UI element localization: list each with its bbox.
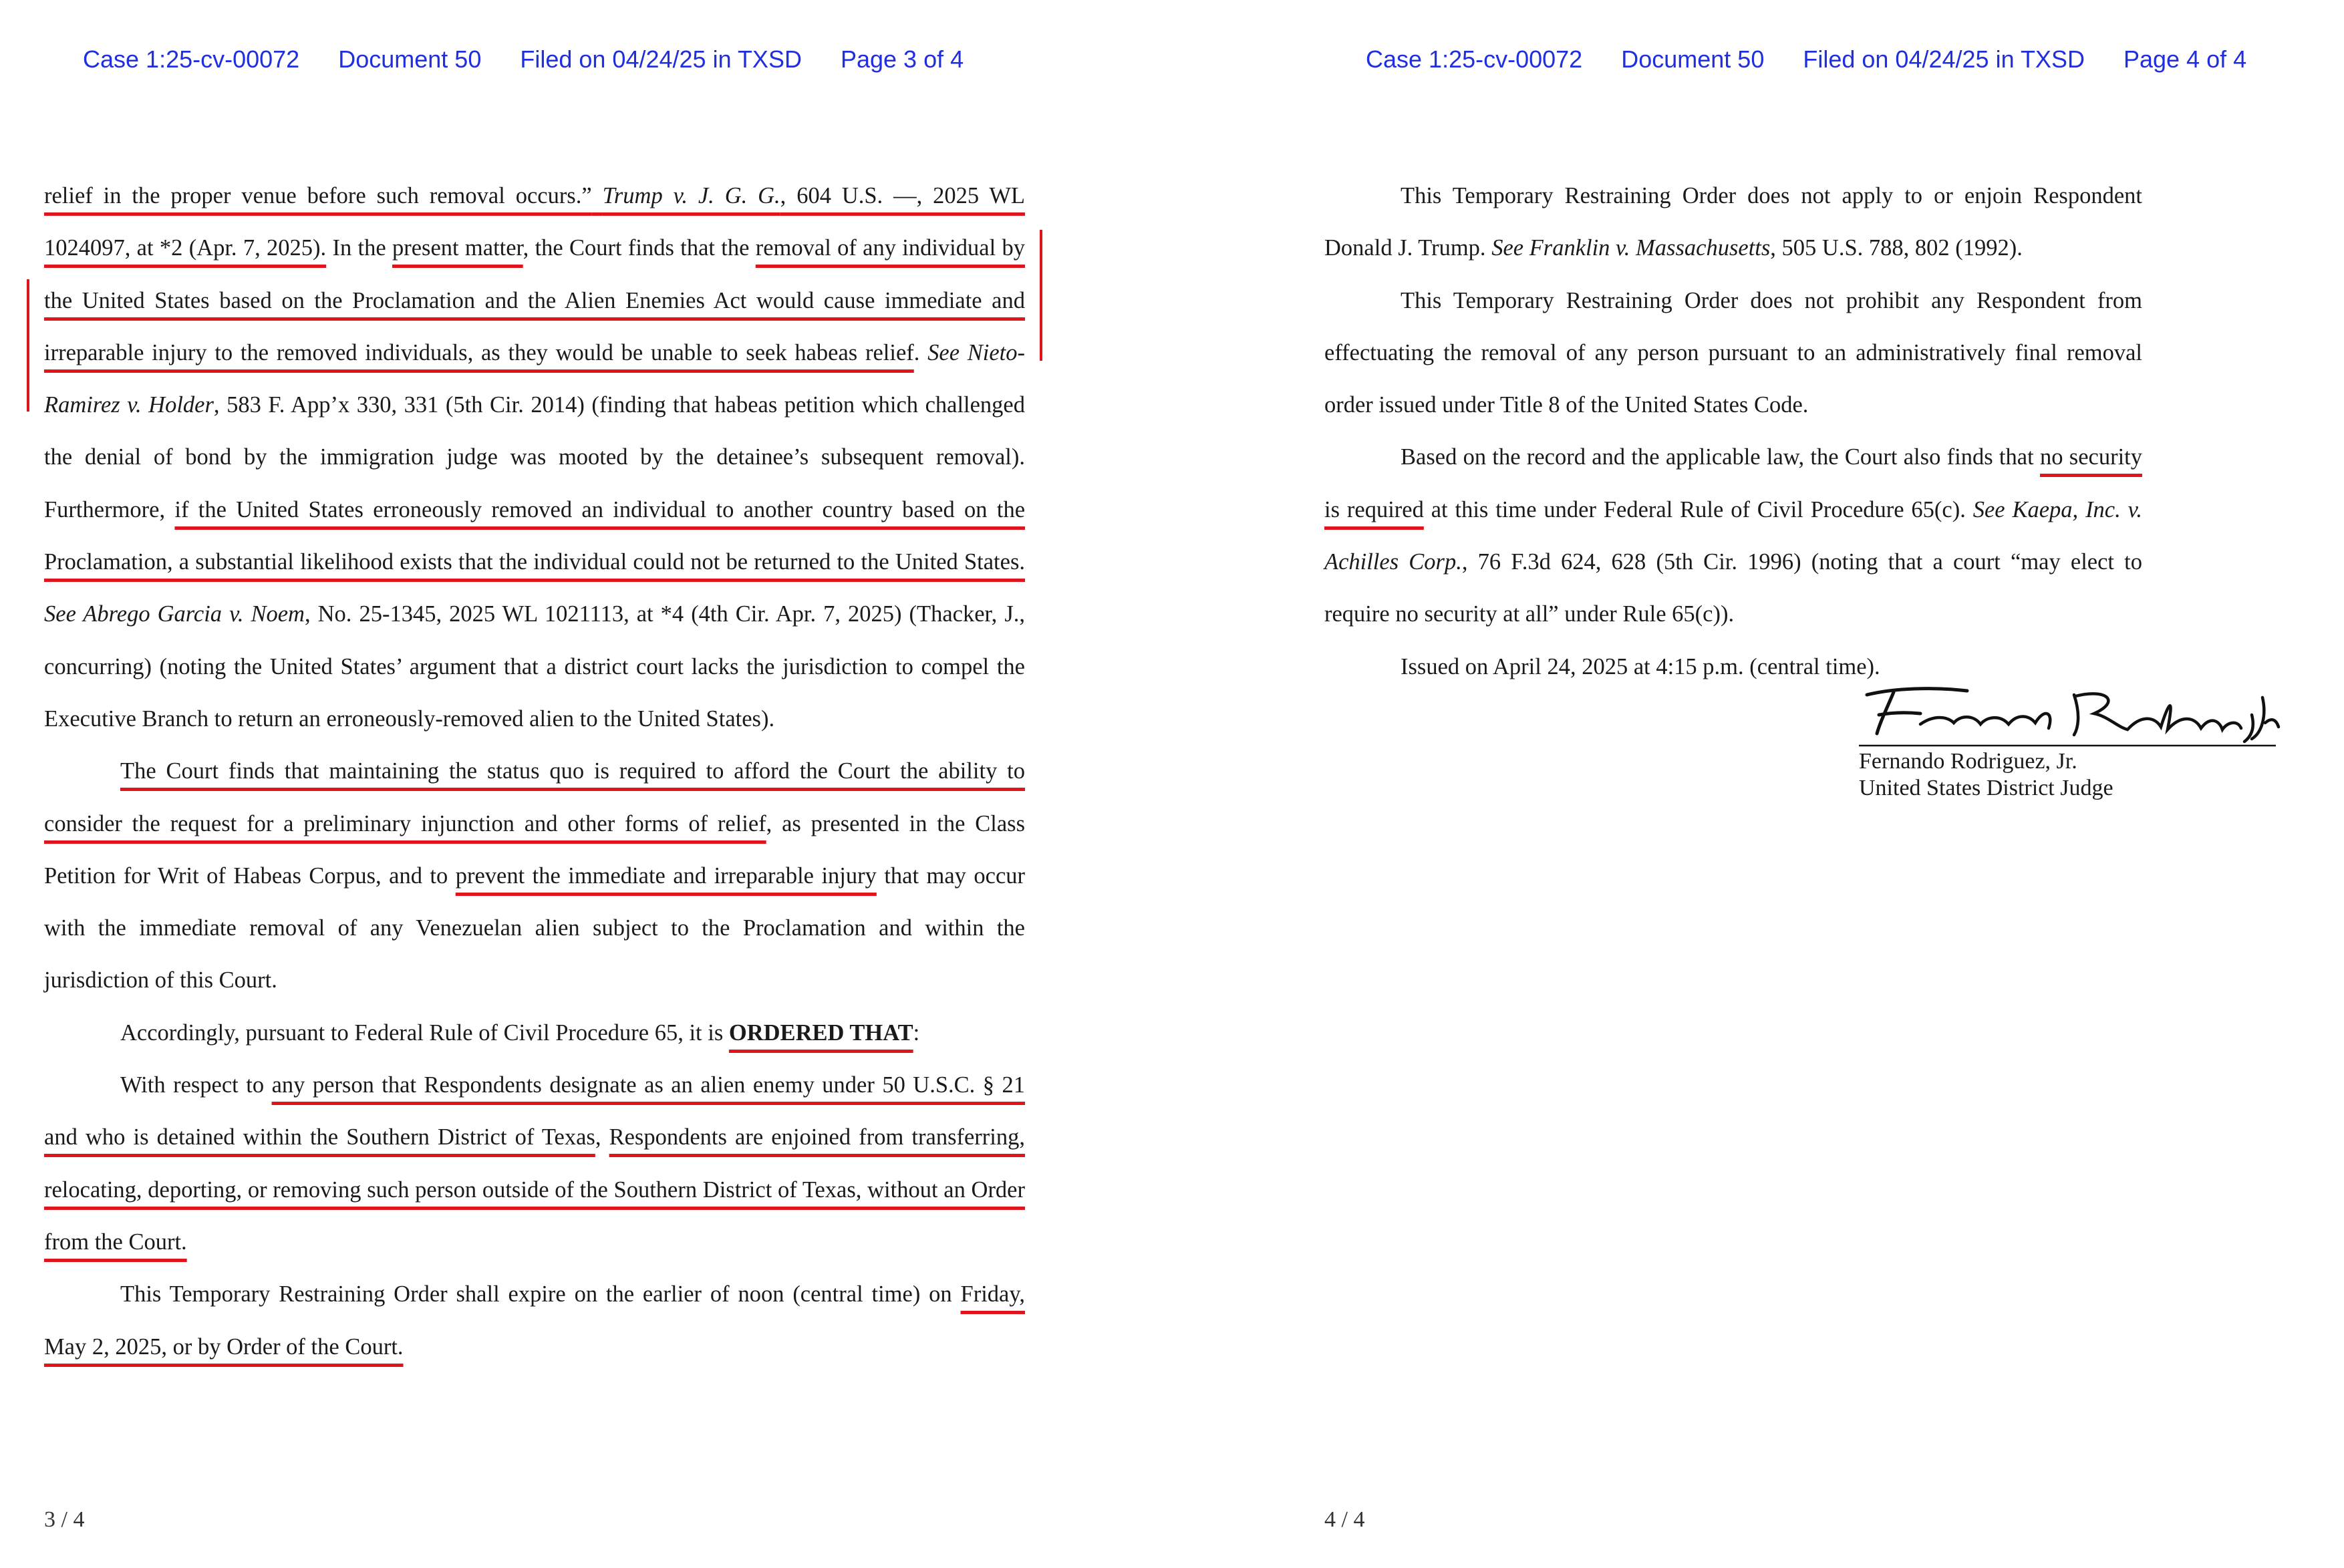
body-text — [44, 170, 1025, 1373]
text-span: In the — [326, 235, 392, 261]
text-span: , as presented in the Class Petition for Writ of Habeas Corpus, and to — [44, 810, 1026, 889]
margin-annotation-bar — [1040, 230, 1042, 361]
text-span: With respect to — [120, 1072, 272, 1098]
text-span: , the Court finds that the — [523, 235, 756, 261]
body-text — [1324, 170, 2142, 693]
highlighted-text: removal of any individual by the United States based on the Proclamation and the Alien Enemies Act would cause immediate and irreparable injury to the removed individuals, as they would be unable to seek habeas relief — [44, 235, 1025, 365]
text-span: . — [913, 339, 928, 365]
paragraph — [44, 1059, 1025, 1268]
paragraph — [44, 1268, 1025, 1373]
text-span: , 76 F.3d 624, 628 (5th Cir. 1996) (noting that a court “may elect to require no security at all” under Rule 65(c)). — [1324, 549, 2142, 627]
page-header — [1366, 45, 2246, 77]
text-span: Based on the record and the applicable law, the Court also finds that — [1401, 444, 2040, 470]
text-span: , No. 25-1345, 2025 WL 1021113, at *4 (4th Cir. Apr. 7, 2025) (Thacker, J., concurring) (noting the United States’ argument that a district court lacks the jurisdiction to compel the Executive Branch to return an erroneously-removed alien to the United States). — [44, 601, 1025, 732]
case-citation: See Kaepa, Inc. v. Achilles Corp. — [1324, 496, 2142, 575]
document-page-4 — [1172, 0, 2344, 1568]
page-indicator: Page 4 of 4 — [2123, 45, 2247, 73]
paragraph — [44, 1007, 1025, 1059]
highlighted-text: no security is required — [1324, 444, 2142, 522]
text-span: : — [913, 1020, 920, 1046]
judge-title: United States District Judge — [1859, 776, 2113, 800]
highlighted-text: any person that Respondents designate as an alien enemy under 50 U.S.C. § 21 and who is detained within the Southern District of Texas — [44, 1072, 1025, 1150]
paragraph: This Temporary Restraining Order does not prohibit any Respondent from effectuating the removal of any person pursuant to an administratively final removal order issued under Title 8 of the United States Code. — [1324, 287, 2142, 418]
text-span: that may occur with the immediate removal of any Venezuelan alien subject to the Proclamation and within the jurisdiction of this Court. — [44, 863, 1025, 993]
page-indicator: Page 3 of 4 — [840, 45, 964, 73]
highlighted-text: if the United States erroneously removed an individual to another country based on the Proclamation, a substantial likelihood exists that the individual could not be returned to the United States. — [44, 496, 1026, 575]
highlighted-text: prevent the immediate and irreparable injury — [455, 863, 877, 889]
text-span: This Temporary Restraining Order does not apply to or enjoin Respondent Donald J. Trump. — [1324, 183, 2142, 261]
judge-name: Fernando Rodriguez, Jr. — [1859, 749, 2077, 774]
text-span: at this time under Federal Rule of Civil Procedure 65(c). — [1423, 496, 1973, 522]
case-citation: See Abrego Garcia v. Noem — [44, 601, 305, 627]
paragraph — [1324, 170, 2142, 275]
document-number: Document 50 — [1621, 45, 1765, 73]
highlighted-text: Respondents are enjoined from transferring, relocating, deporting, or removing such person outside of the Southern District of Texas, without an Order from the Court. — [44, 1124, 1025, 1255]
highlighted-text: Friday, May 2, 2025, or by Order of the Court. — [44, 1281, 1025, 1360]
case-number: Case 1:25-cv-00072 — [1366, 45, 1583, 73]
text-span: This Temporary Restraining Order shall expire on the earlier of noon (central time) on — [120, 1281, 961, 1307]
highlighted-text: present matter — [392, 235, 523, 261]
text-span: , — [595, 1124, 609, 1150]
text-span: , 604 U.S. —, 2025 WL 1024097, at *2 (Apr. 7, 2025). — [44, 183, 1025, 261]
page-number-footer: 3 / 4 — [44, 1507, 85, 1532]
margin-annotation-bar — [27, 279, 29, 412]
highlighted-text: The Court finds that maintaining the status quo is required to afford the Court the ability to consider the request for a preliminary injunction and other forms of relief — [44, 758, 1025, 836]
page-number-footer: 4 / 4 — [1324, 1507, 1365, 1532]
case-citation: See Nieto-Ramirez v. Holder — [44, 339, 1026, 418]
paragraph — [44, 170, 1025, 745]
case-citation: Trump v. J. G. G. — [602, 183, 780, 208]
filed-date: Filed on 04/24/25 in TXSD — [1803, 45, 2085, 73]
signature-block — [1854, 675, 2288, 802]
text-span: relief in the proper venue before such removal occurs.” — [44, 183, 592, 208]
text-span: Accordingly, pursuant to Federal Rule of Civil Procedure 65, it is — [120, 1020, 729, 1046]
ordered-that-heading: ORDERED THAT — [728, 1020, 913, 1046]
case-citation: See Franklin v. Massachusetts — [1491, 235, 1771, 261]
paragraph — [44, 745, 1025, 1006]
handwritten-signature — [1854, 675, 2281, 748]
paragraph: Issued on April 24, 2025 at 4:15 p.m. (central time). — [1401, 653, 1880, 679]
case-number: Case 1:25-cv-00072 — [83, 45, 300, 73]
paragraph — [1324, 431, 2142, 640]
document-number: Document 50 — [338, 45, 482, 73]
text-span: , 505 U.S. 788, 802 (1992). — [1770, 235, 2023, 261]
page-header — [83, 45, 964, 77]
filed-date: Filed on 04/24/25 in TXSD — [520, 45, 802, 73]
text-span: , 583 F. App’x 330, 331 (5th Cir. 2014) (finding that habeas petition which challenged the denial of bond by the immigration judge was mooted by the detainee’s subsequent removal). Furthermore, — [44, 392, 1025, 522]
